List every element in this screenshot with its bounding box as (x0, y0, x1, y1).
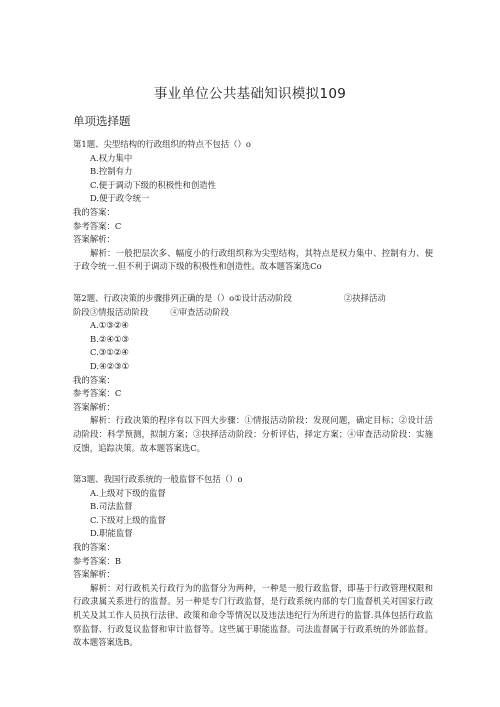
question-stem-line-2 (73, 306, 433, 320)
question-1 (73, 138, 433, 274)
reference-answer: 参考答案：C (73, 220, 122, 231)
page-title: 事业单位公共基础知识模拟109 (153, 86, 347, 102)
question-stem: 第1题、尖型结构的行政组织的特点不包括（）o (73, 139, 251, 149)
question-2 (73, 292, 433, 455)
analysis-text: 解析：行政决策的程序有以下四大步骤：①情报活动阶段：发现问题，确定目标；②设计活动阶段：科学预测，拟制方案；③抉择活动阶段：分析评估，择定方案；④审查活动阶段：实施反馈，追踪决策。故本题答案选C。 (73, 415, 433, 453)
my-answer: 我的答案： (73, 374, 115, 385)
analysis-label: 答案解析： (73, 569, 115, 580)
analysis-label: 答案解析： (73, 234, 115, 245)
question-stem-part1: 第2题、行政决策的步骤排列正确的是（）o①设计活动阶段 (73, 293, 292, 303)
option-d: D.④②③① (90, 360, 130, 371)
option-c: C.③①②④ (90, 347, 129, 358)
option-b: B.控制有力 (90, 166, 133, 177)
question-stem-part4: ④审查活动阶段 (170, 306, 229, 317)
question-3 (73, 473, 433, 650)
my-answer: 我的答案： (73, 206, 115, 217)
option-d: D.职能监督 (90, 528, 133, 539)
option-b: B.司法监督 (90, 501, 133, 512)
my-answer: 我的答案： (73, 541, 115, 552)
option-a: A.①③②④ (90, 320, 129, 331)
question-stem: 第3题、我国行政系统的一般监督不包括（）o (73, 474, 243, 484)
reference-answer: 参考答案：B (73, 555, 122, 566)
option-d: D.便于政令统一 (90, 193, 150, 204)
analysis-label: 答案解析： (73, 401, 115, 412)
option-c: C.便于调动下级的积极性和创造性 (90, 179, 217, 190)
option-b: B.②④①③ (90, 333, 129, 344)
question-stem-part2: ②抉择活动 (343, 293, 386, 303)
question-stem-line-1 (73, 292, 433, 306)
option-a: A.权力集中 (90, 152, 133, 163)
analysis-text: 解析：对行政机关行政行为的监督分为两种，一种是一般行政监督，即基于行政管理权限和行政隶属关系进行的监督。另一种是专门行政监督，是行政系统内部的专门监督机关对国家行政机关及其工作人员执行法律、政策和命令等情况以及违法违纪行为所进行的监督.具体包括行政监察监督、行政复议监督和审计监督等。这些属于职能监督。司法监督属于行政系统的外部监督。故本题答案选B。 (73, 582, 433, 648)
section-heading: 单项选择题 (73, 114, 131, 128)
option-c: C.下级对上级的监督 (90, 514, 166, 525)
question-stem-part3: 阶段③情报活动阶段 (73, 306, 149, 317)
option-a: A.上级对下级的监督 (90, 487, 166, 498)
reference-answer: 参考答案：C (73, 388, 122, 399)
analysis-text: 解析：一般把层次多、幅度小的行政组织称为尖型结构，其特点是权力集中、控制有力、便于政令统一.但不利于调动下级的积极性和创造性。故本题答案选Co (73, 247, 433, 272)
